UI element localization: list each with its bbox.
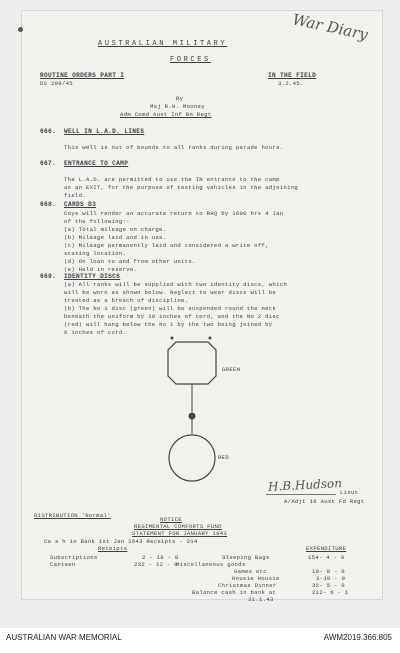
distribution-line: DISTRIBUTION 'Normal' (34, 512, 111, 519)
receipt-item: Subscriptions (50, 554, 98, 561)
expenditure-item: 31.1.43 (248, 596, 274, 603)
order-668-number: 668. (40, 201, 57, 208)
order-667-number: 667. (40, 160, 57, 167)
order-669-text: (a) All ranks will be supplied with two identity discs, which (64, 281, 288, 288)
officer-role: Adm Comd Aust Inf Bn Regt (120, 111, 212, 118)
expenditure-amount: 212- 6 - 1 (312, 589, 349, 596)
expenditure-item: Balance cash in bank at (192, 589, 277, 596)
expenditure-item: Miscellaneous goods (176, 561, 246, 568)
expenditure-item: Games etc (234, 568, 267, 575)
expenditure-amount: 154- 4 - 0 (308, 554, 345, 561)
expenditure-item: Christmas Dinner (218, 582, 277, 589)
footer-accession-number: AWM2019.366.805 (323, 633, 392, 642)
order-date: 3.2.45. (278, 80, 304, 87)
orders-title: ROUTINE ORDERS PART I (40, 72, 125, 79)
receipt-amount: 232 - 12 - 0 (134, 561, 178, 568)
expenditure-item: Housie Housie (232, 575, 280, 582)
handwritten-signature: H.B.Hudson (267, 476, 343, 494)
order-669-text: beneath the uniform by 30 inches of cord, and the No 2 disc (64, 313, 280, 320)
expenditure-amount: 32- 5 - 0 (312, 582, 345, 589)
footer-institution: AUSTRALIAN WAR MEMORIAL (6, 633, 122, 642)
order-668-item: (d) On loan to and from other units. (64, 258, 196, 265)
order-667-text: The L.A.D. are permitted to use the IN entrance to the camp (64, 176, 280, 183)
receipts-header: Receipts (98, 545, 128, 552)
order-668-item: stating location. (64, 250, 127, 257)
identity-disc-diagram (160, 334, 260, 488)
order-669-text: treated as a breach of discipline. (64, 297, 189, 304)
order-668-text: of the following:- (64, 218, 130, 225)
order-669-text: 6 inches of cord. (64, 329, 127, 336)
red-disc-label: RED (218, 454, 229, 461)
order-667-title: ENTRANCE TO CAMP (64, 160, 129, 167)
orders-number: DS 209/45 (40, 80, 73, 87)
order-669-text: will be worn as shown below. Neglect to wear discs will be (64, 289, 277, 296)
order-666-title: WELL IN L.A.D. LINES (64, 128, 145, 135)
red-disc-shape (169, 435, 215, 481)
notice-title: NOTICE (160, 516, 182, 523)
green-disc-cord-hole (209, 337, 212, 340)
expenditure-header: EXPENDITURE (306, 545, 347, 552)
expenditure-amount: 3-10 - 0 (316, 575, 346, 582)
pin-hole-icon (18, 27, 23, 32)
green-disc-cord-hole (171, 337, 174, 340)
order-667-text: as an EXIT, for the purpose of testing vehicles in the adjoining (64, 184, 299, 191)
header-line-2: FORCES (170, 56, 211, 64)
signatory-rank: Lieut (340, 489, 359, 496)
order-668-item: (b) Mileage laid and in use. (64, 234, 167, 241)
notice-cash-line: Ca s h in Bank 1st Jan 1943 Receipts - 214 (44, 538, 198, 545)
order-668-item: (a) Total mileage on charge. (64, 226, 167, 233)
notice-statement-title: STATEMENT FOR JANUARY 1943 (132, 530, 228, 537)
green-disc-label: GREEN (222, 366, 241, 373)
signatory-role: A/Adjt 16 Aust Fd Regt (284, 498, 365, 505)
expenditure-item: Sleeping Bags (222, 554, 270, 561)
receipt-amount: 2 - 18 - 0 (142, 554, 179, 561)
order-666-number: 666. (40, 128, 57, 135)
order-668-item: (e) Held in reserve. (64, 266, 138, 273)
order-668-title: CARDS D3 (64, 201, 97, 208)
by-label: By (176, 95, 184, 102)
order-668-item: (c) Mileage permanently laid and considered a write off, (64, 242, 269, 249)
order-667-text: field. (64, 192, 86, 199)
green-disc-shape (168, 342, 216, 384)
location: IN THE FIELD (268, 72, 317, 79)
order-668-text: Coys will render an accurate return to RHQ by 1600 hrs 4 Jan (64, 210, 284, 217)
officer-name: Maj R.H. Mooney (150, 103, 205, 110)
signature-line (266, 494, 336, 495)
expenditure-amount: 10- 0 - 0 (312, 568, 345, 575)
receipt-item: Canteen (50, 561, 76, 568)
header-line-1: AUSTRALIAN MILITARY (98, 40, 228, 48)
notice-fund-name: REGIMENTAL COMFORTS FUND (134, 523, 222, 530)
order-669-title: IDENTITY DISCS (64, 273, 121, 280)
order-669-text: (red) will hang below the No 1 by the two being joined by (64, 321, 273, 328)
order-669-number: 669. (40, 273, 57, 280)
order-666-text: This well is out of bounds to all ranks during parade hours. (64, 144, 284, 151)
order-669-text: (b) The No 1 disc (green) will be suspended round the neck (64, 305, 277, 312)
cord-knot (189, 413, 196, 420)
handwritten-war-diary: War Diary (290, 10, 370, 44)
